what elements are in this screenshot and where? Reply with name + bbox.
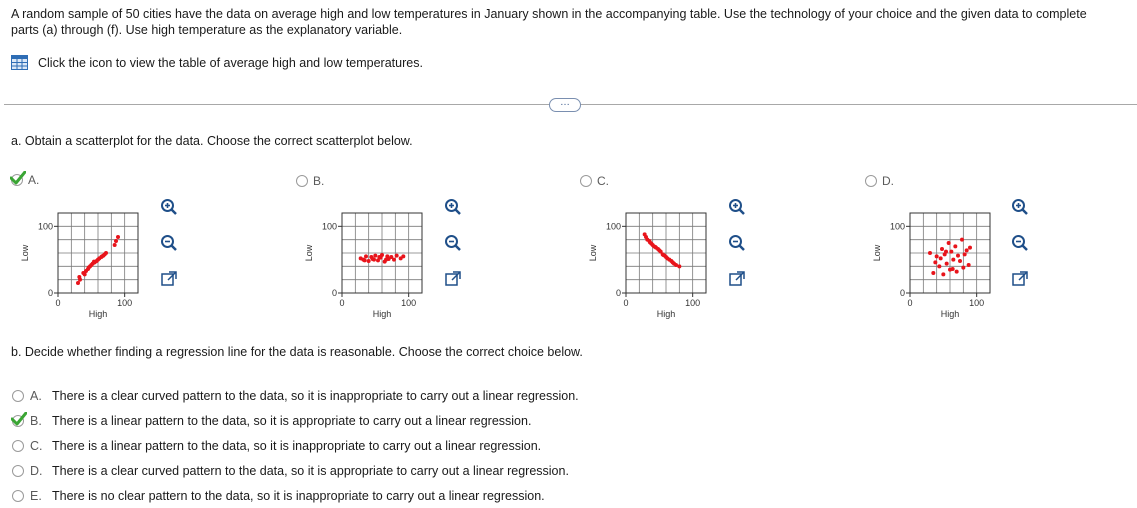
open-new-window-icon[interactable] (157, 267, 181, 291)
radio-choice-a[interactable] (12, 390, 24, 402)
view-table-link[interactable] (11, 55, 423, 70)
regression-choices (12, 383, 579, 508)
zoom-in-icon[interactable] (725, 195, 749, 219)
radio-choice-e[interactable] (12, 490, 24, 502)
radio-choice-b-selected[interactable] (12, 414, 26, 428)
y-tick-label: 100 (321, 221, 337, 232)
scatter-point (935, 254, 939, 258)
scatter-option-b[interactable] (296, 174, 324, 188)
scatter-point (933, 260, 937, 264)
scatter-point (100, 254, 104, 258)
y-tick-label: 100 (605, 221, 621, 232)
scatter-point (395, 254, 399, 258)
choice-a-text: There is a clear curved pattern to the data, so it is inappropriate to carry out a linear regression. (52, 388, 579, 403)
y-tick-label: 0 (47, 288, 53, 298)
x-tick-label: 0 (623, 298, 629, 308)
scatter-option-a-letter: A. (28, 173, 40, 187)
expand-ellipsis-button[interactable]: … (549, 98, 581, 112)
scatter-point (363, 258, 367, 262)
y-tick-label: 100 (37, 221, 53, 232)
zoom-in-icon[interactable] (441, 195, 465, 219)
zoom-in-icon[interactable] (1008, 195, 1032, 219)
scatter-point (92, 260, 96, 264)
scatter-point (104, 251, 108, 255)
scatter-point (367, 259, 371, 263)
scatterplot-c (586, 198, 726, 331)
x-tick-label: 100 (969, 298, 985, 308)
y-axis-label: Low (872, 244, 882, 262)
x-axis-label: High (88, 309, 108, 319)
radio-b[interactable] (296, 175, 308, 187)
scatter-point (87, 266, 91, 270)
view-table-label: Click the icon to view the table of average high and low temperatures. (38, 55, 423, 70)
choice-c-letter: C. (30, 438, 43, 453)
scatter-point (963, 252, 967, 256)
choice-b-letter: B. (30, 413, 42, 428)
y-axis-label: Low (588, 244, 598, 262)
scatter-point (956, 254, 960, 258)
scatter-point (939, 256, 943, 260)
scatter-point (677, 264, 681, 268)
radio-d[interactable] (865, 175, 877, 187)
problem-line-1: A random sample of 50 cities have the data on average high and low temperatures in January shown in the accompanying table. Use the technology of your choice and the given data to complete (11, 7, 1087, 21)
x-axis-label: High (372, 309, 392, 319)
scatter-point (967, 263, 971, 267)
open-new-window-icon[interactable] (441, 267, 465, 291)
y-tick-label: 0 (899, 288, 905, 298)
scatterplot-b (302, 198, 442, 331)
scatter-point (955, 270, 959, 274)
scatter-option-b-letter: B. (313, 174, 325, 188)
choice-e-text: There is no clear pattern to the data, so it is inappropriate to carry out a linear regression. (52, 488, 545, 503)
scatterplot-a (18, 198, 158, 331)
tools-a (157, 195, 181, 291)
choice-c[interactable] (12, 433, 579, 458)
scatter-point (960, 238, 964, 242)
zoom-out-icon[interactable] (157, 231, 181, 255)
checkmark-icon (10, 171, 26, 185)
radio-choice-c[interactable] (12, 440, 24, 452)
x-axis-label: High (656, 309, 676, 319)
scatter-point (392, 258, 396, 262)
y-tick-label: 100 (889, 221, 905, 232)
scatter-point (965, 248, 969, 252)
scatter-option-d[interactable] (865, 174, 894, 188)
scatter-point (81, 271, 85, 275)
scatter-point (653, 245, 657, 249)
scatter-point (116, 235, 120, 239)
scatter-point (928, 251, 932, 255)
zoom-out-icon[interactable] (441, 231, 465, 255)
scatter-point (945, 262, 949, 266)
y-tick-label: 0 (331, 288, 337, 298)
scatter-option-a[interactable] (11, 173, 39, 187)
scatter-point (940, 247, 944, 251)
scatter-point (371, 257, 375, 261)
choice-d-text: There is a clear curved pattern to the data, so it is appropriate to carry out a linear regression. (52, 463, 569, 478)
scatterplot-d (870, 198, 1010, 331)
scatter-point (648, 240, 652, 244)
choice-c-text: There is a linear pattern to the data, so it is inappropriate to carry out a linear regression. (52, 438, 542, 453)
x-tick-label: 100 (401, 298, 417, 308)
y-tick-label: 0 (615, 288, 621, 298)
x-tick-label: 0 (55, 298, 61, 308)
checkmark-icon (11, 412, 27, 426)
choice-b-text: There is a linear pattern to the data, so it is appropriate to carry out a linear regression. (52, 413, 532, 428)
scatter-point (949, 250, 953, 254)
x-tick-label: 100 (117, 298, 133, 308)
tools-d (1008, 195, 1032, 291)
scatter-point (401, 254, 405, 258)
zoom-out-icon[interactable] (1008, 231, 1032, 255)
scatter-point (661, 253, 665, 257)
x-axis-label: High (940, 309, 960, 319)
scatter-point (944, 250, 948, 254)
x-tick-label: 100 (685, 298, 701, 308)
scatter-point (377, 255, 381, 259)
radio-choice-d[interactable] (12, 465, 24, 477)
x-tick-label: 0 (907, 298, 913, 308)
scatter-point (113, 243, 117, 247)
scatter-point (961, 266, 965, 270)
table-icon (11, 55, 28, 70)
choice-b[interactable] (12, 408, 579, 433)
choice-d-letter: D. (30, 463, 43, 478)
radio-a-selected[interactable] (11, 173, 25, 187)
scatter-point (384, 258, 388, 262)
choice-e[interactable] (12, 483, 579, 508)
scatter-point (373, 254, 377, 258)
scatter-point (951, 267, 955, 271)
open-new-window-icon[interactable] (1008, 267, 1032, 291)
choice-a-letter: A. (30, 388, 42, 403)
choice-a[interactable] (12, 383, 579, 408)
scatter-point (77, 275, 81, 279)
choice-d[interactable] (12, 458, 579, 483)
scatter-point (76, 281, 80, 285)
scatter-point (968, 246, 972, 250)
tools-c (725, 195, 749, 291)
scatter-point (953, 244, 957, 248)
scatter-point (958, 259, 962, 263)
scatter-point (931, 271, 935, 275)
scatter-point (114, 239, 118, 243)
tools-b (441, 195, 465, 291)
scatter-point (364, 254, 368, 258)
y-axis-label: Low (304, 244, 314, 262)
part-b-question: b. Decide whether finding a regression line for the data is reasonable. Choose the correct choice below. (11, 345, 583, 359)
scatter-option-c-letter: C. (597, 174, 609, 188)
scatter-option-d-letter: D. (882, 174, 894, 188)
problem-line-2: parts (a) through (f). Use high temperature as the explanatory variable. (11, 23, 403, 37)
zoom-out-icon[interactable] (725, 231, 749, 255)
scatter-point (947, 241, 951, 245)
radio-c[interactable] (580, 175, 592, 187)
zoom-in-icon[interactable] (157, 195, 181, 219)
y-axis-label: Low (20, 244, 30, 262)
part-a-question: a. Obtain a scatterplot for the data. Choose the correct scatterplot below. (11, 134, 413, 148)
scatter-point (937, 264, 941, 268)
choice-e-letter: E. (30, 488, 42, 503)
open-new-window-icon[interactable] (725, 267, 749, 291)
scatter-point (951, 258, 955, 262)
scatter-point (941, 272, 945, 276)
x-tick-label: 0 (339, 298, 345, 308)
problem-statement (11, 6, 1121, 38)
scatter-option-c[interactable] (580, 174, 609, 188)
